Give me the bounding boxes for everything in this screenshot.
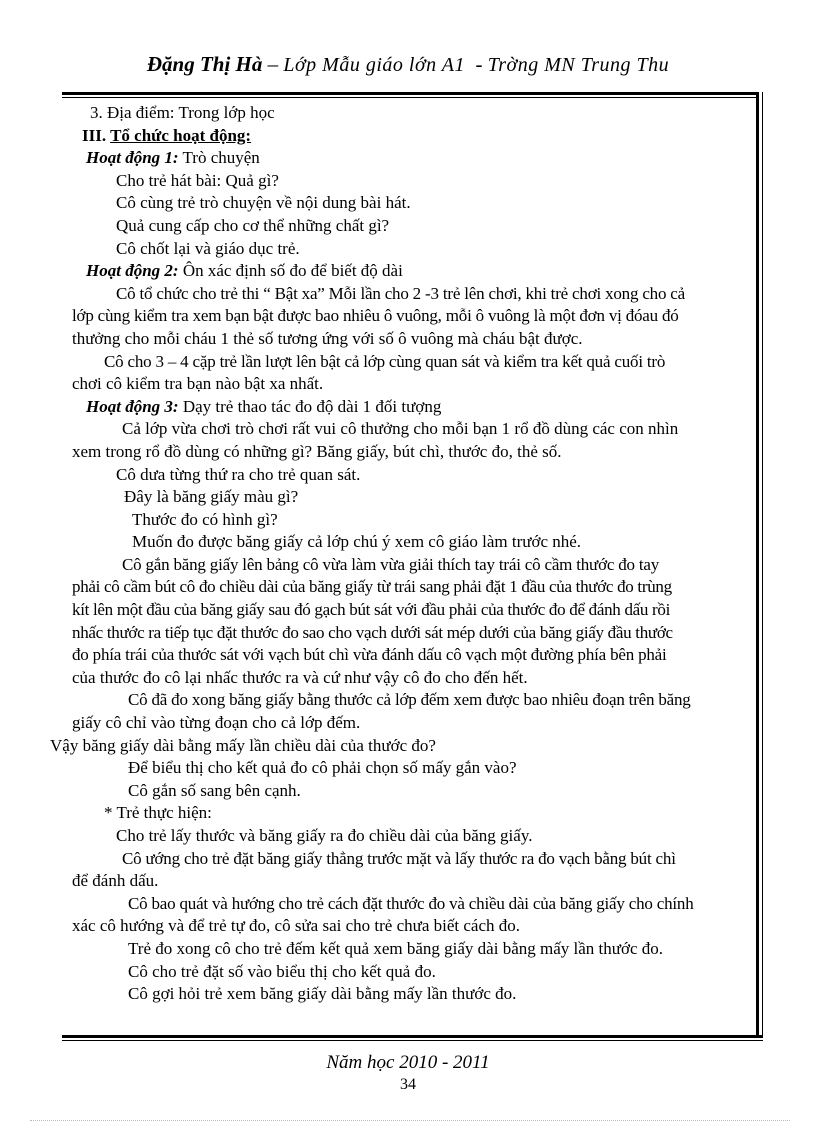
body-line: Đây là băng giấy màu gì? [124,487,299,507]
body-line: Để biểu thị cho kết quả đo cô phải chọn số mấy gắn vào? [128,758,517,778]
page-border-top-thin [62,97,759,98]
body-line: giấy cô chỉ vào từng đoạn cho cả lớp đếm. [72,713,361,733]
page-header [0,52,816,77]
activity-title: Trò chuyện [178,148,260,168]
page-edge-dots [30,1120,790,1121]
header-dash: – [267,52,279,76]
activity-heading [86,260,786,283]
body-line: Cô gắn băng giấy lên bảng cô vừa làm vừa giải thích tay trái cô cầm thước đo tay [122,554,660,574]
page-number: 34 [400,1076,416,1093]
body-line: Thước đo có hình gì? [132,509,278,529]
body-line: Cô đã đo xong băng giấy bằng thước cả lớp đếm xem được bao nhiêu đoạn trên băng [128,690,691,710]
body-line: 3. Địa điểm: Trong lớp học [90,103,275,122]
body-line: xác cô hướng và để trẻ tự đo, cô sửa sai cho trẻ chưa biết cách đo. [72,916,521,936]
body-line: Cô bao quát và hướng cho trẻ cách đặt thước đo và chiều dài của băng giấy cho chính [128,893,694,913]
body-line: * Trẻ thực hiện: [104,803,212,823]
page-border-bottom [62,1035,763,1038]
body-line: Cô cho trẻ đặt số vào biểu thị cho kết quả đo. [128,961,436,981]
activity-heading [86,147,786,170]
body-line: Quả cung cấp cho cơ thể những chất gì? [116,215,390,235]
body-line: nhấc thước ra tiếp tục đặt thước đo sao cho vạch dưới sát mép dưới của băng giấy đầu thước [72,622,673,642]
header-dash-2: - [475,52,483,76]
activity-heading [86,396,786,419]
body-line: chơi cô kiểm tra bạn nào bật xa nhất. [72,374,324,394]
body-line: thưởng cho mỗi cháu 1 thẻ số tương ứng với số ô vuông mà cháu bật được. [72,328,583,348]
body-line: phải cô cầm bút cô đo chiều dài của băng giấy từ trái sang phải đặt 1 đầu của thước đo trùng [72,577,672,597]
body-line: kít lên một đầu của băng giấy sau đó gạch bút sát với đầu phải của thước đo để đánh dấu rồi [72,600,671,620]
body-line: Cô cùng trẻ trò chuyện về nội dung bài hát. [116,193,411,213]
page-border-bottom-thin [62,1040,763,1041]
body-line: Cô chốt lại và giáo dục trẻ. [116,238,300,258]
footer-school-year: Năm học 2010 - 2011 [326,1052,490,1073]
body-line: Cô ướng cho trẻ đặt băng giấy thẳng trước mặt và lấy thước ra đo vạch bằng bút chì [122,848,676,868]
body-line: Cho trẻ hát bài: Quả gì? [116,170,279,190]
body-line: Cho trẻ lấy thước và băng giấy ra đo chiều dài của băng giấy. [116,826,533,845]
body-line: Cô gắn số sang bên cạnh. [128,780,301,800]
body-line: Cả lớp vừa chơi trò chơi rất vui cô thưởng cho mỗi bạn 1 rổ đồ dùng các con nhìn [122,419,679,439]
header-author: Đặng Thị Hà [146,52,263,76]
body-line: Cô dưa từng thứ ra cho trẻ quan sát. [116,464,361,484]
body-line: Trẻ đo xong cô cho trẻ đếm kết quả xem băng giấy dài bằng mấy lần thước đo. [128,938,664,958]
body-line: của thước đo cô lại nhấc thước ra và cứ như vậy cô đo cho đến hết. [72,667,528,687]
activity-label: Hoạt động 1: [86,148,179,168]
section-heading [82,125,782,148]
body-line: Muốn đo được băng giấy cả lớp chú ý xem cô giáo làm trước nhé. [132,532,582,552]
body-line: để đánh dấu. [72,871,159,891]
body-line: đo phía trái của thước sát với vạch bút chì vừa đánh dấu cô vạch một đường phía bên phải [72,645,667,665]
activity-title: Ôn xác định số đo để biết độ dài [178,261,403,281]
header-class: Lớp Mẫu giáo lớn A1 [283,54,465,76]
activity-label: Hoạt động 3: [86,396,179,416]
activity-label: Hoạt động 2: [86,261,179,281]
header-school: Trờng MN Trung Thu [487,54,670,76]
section-title: Tổ chức hoạt động: [110,125,252,145]
body-line: lớp cùng kiểm tra xem bạn bật được bao nhiêu ô vuông, mỗi ô vuông là một đơn vị đóau đó [72,306,679,326]
body-line: Cô cho 3 – 4 cặp trẻ lần lượt lên bật cả lớp cùng quan sát và kiểm tra kết quả cuối trò [104,351,666,371]
section-number: III. [82,125,107,145]
page-border-top [62,92,759,95]
body-line: Cô tổ chức cho trẻ thi “ Bật xa” Mỗi lần cho 2 -3 trẻ lên chơi, khi trẻ chơi xong cho cả [116,283,685,303]
body-line: xem trong rổ đồ dùng có những gì? Băng giấy, bút chì, thước đo, thẻ số. [72,441,562,461]
body-line: Cô gợi hỏi trẻ xem băng giấy dài bằng mấy lần thước đo. [128,984,517,1004]
document-body [50,102,772,1006]
body-line: Vậy băng giấy dài bằng mấy lần chiều dài của thước đo? [50,735,436,755]
activity-title: Dạy trẻ thao tác đo độ dài 1 đối tượng [178,396,442,416]
